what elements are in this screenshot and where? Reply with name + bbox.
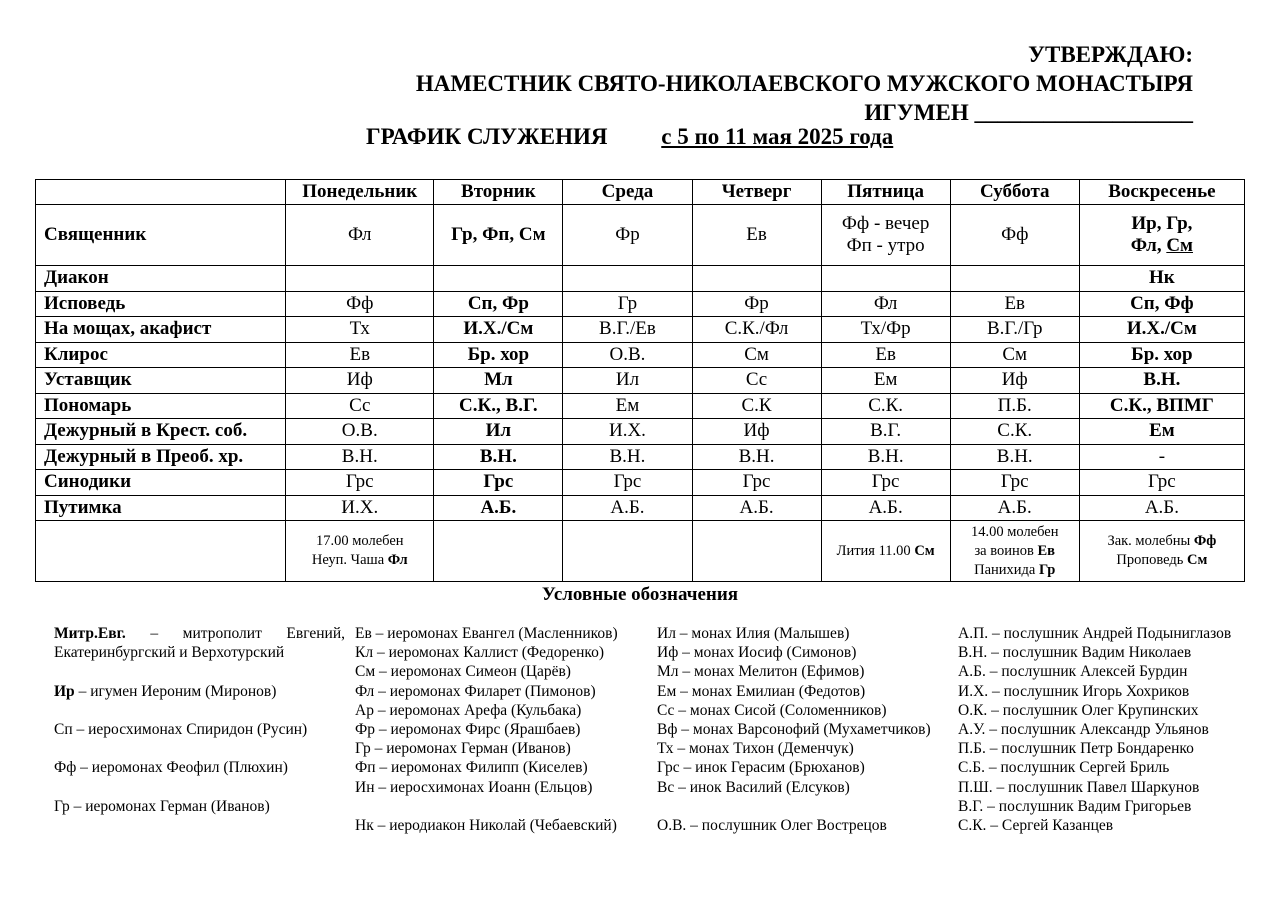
schedule-cell: Ил bbox=[563, 368, 692, 394]
notes-cell-thursday bbox=[692, 521, 821, 582]
schedule-cell: В.Н. bbox=[692, 444, 821, 470]
schedule-cell: И.Х. bbox=[563, 419, 692, 445]
note-line: 14.00 молебен bbox=[970, 523, 1059, 540]
table-row bbox=[36, 342, 1245, 368]
day-header: Пятница bbox=[821, 180, 950, 205]
legend-spacer bbox=[54, 701, 345, 720]
legend-spacer bbox=[54, 778, 345, 797]
header-corner-cell bbox=[36, 180, 286, 205]
legend-text: – игумен Иероним (Миронов) bbox=[74, 682, 277, 700]
legend-entry: О.К. – послушник Олег Крупинских bbox=[958, 701, 1199, 719]
legend-entry: Ем – монах Емилиан (Федотов) bbox=[657, 682, 866, 700]
legend-entry: Иф – монах Иосиф (Симонов) bbox=[657, 644, 857, 662]
note-line: 17.00 молебен bbox=[315, 533, 404, 549]
schedule-cell: Ем bbox=[563, 393, 692, 419]
legend-entry: Ев – иеромонах Евангел (Масленников) bbox=[355, 625, 618, 642]
schedule-cell: Нк bbox=[1079, 266, 1244, 292]
legend-entry: Мл – монах Мелитон (Ефимов) bbox=[657, 663, 865, 681]
schedule-period: с 5 по 11 мая 2025 года bbox=[661, 124, 894, 149]
schedule-cell: П.Б. bbox=[950, 393, 1079, 419]
schedule-cell bbox=[286, 266, 434, 292]
schedule-cell: Фф bbox=[286, 291, 434, 317]
legend-column-3 bbox=[657, 624, 931, 835]
schedule-cell: Сс bbox=[286, 393, 434, 419]
schedule-cell: О.В. bbox=[286, 419, 434, 445]
day-header: Суббота bbox=[950, 180, 1079, 205]
legend-entry: См – иеромонах Симеон (Царёв) bbox=[355, 663, 571, 681]
legend-column-1 bbox=[54, 624, 345, 816]
table-row bbox=[36, 368, 1245, 394]
notes-cell-sunday bbox=[1079, 521, 1244, 582]
legend-spacer bbox=[54, 662, 345, 681]
note-line bbox=[1080, 551, 1244, 570]
role-cell: Путимка bbox=[36, 495, 286, 521]
schedule-cell: Ев bbox=[950, 291, 1079, 317]
schedule-cell bbox=[821, 266, 950, 292]
table-row bbox=[36, 470, 1245, 496]
cell-line: Ир, Гр, bbox=[1131, 213, 1193, 234]
cell-line: Фп - утро bbox=[846, 235, 925, 256]
legend-title: Условные обозначения bbox=[541, 584, 739, 605]
schedule-cell: Мл bbox=[434, 368, 563, 394]
schedule-cell bbox=[692, 266, 821, 292]
legend-column-4 bbox=[958, 624, 1231, 835]
role-cell: Диакон bbox=[36, 266, 286, 292]
schedule-cell: См bbox=[692, 342, 821, 368]
schedule-cell: Тх bbox=[286, 317, 434, 343]
legend-entry: Фп – иеромонах Филипп (Киселев) bbox=[355, 759, 588, 777]
schedule-cell: Гр, Фп, См bbox=[434, 205, 563, 266]
cell-line bbox=[1080, 235, 1244, 257]
schedule-cell: И.Х./См bbox=[1079, 317, 1244, 343]
day-header: Понедельник bbox=[286, 180, 434, 205]
schedule-cell: Гр bbox=[563, 291, 692, 317]
schedule-cell: Иф bbox=[286, 368, 434, 394]
legend-entry bbox=[54, 624, 345, 643]
schedule-cell: Сп, Фр bbox=[434, 291, 563, 317]
schedule-cell: См bbox=[950, 342, 1079, 368]
role-cell: Уставщик bbox=[36, 368, 286, 394]
schedule-cell: В.Н. bbox=[286, 444, 434, 470]
schedule-cell: Ем bbox=[821, 368, 950, 394]
table-row bbox=[36, 205, 1245, 266]
schedule-cell: С.К./Фл bbox=[692, 317, 821, 343]
legend-abbr: Ир bbox=[54, 682, 75, 700]
schedule-cell: Ев bbox=[692, 205, 821, 266]
schedule-cell: Тх/Фр bbox=[821, 317, 950, 343]
schedule-cell bbox=[434, 266, 563, 292]
schedule-cell: В.Н. bbox=[563, 444, 692, 470]
table-row bbox=[36, 393, 1245, 419]
role-cell: Священник bbox=[36, 205, 286, 266]
approver-signature-line: ИГУМЕН ___________________ bbox=[864, 100, 1193, 125]
legend-entry: Гр – иеромонах Герман (Иванов) bbox=[355, 740, 571, 758]
schedule-cell bbox=[563, 266, 692, 292]
schedule-cell: Фр bbox=[563, 205, 692, 266]
day-header: Среда bbox=[563, 180, 692, 205]
legend-entry bbox=[657, 797, 931, 816]
service-schedule-table bbox=[35, 179, 1245, 582]
schedule-cell: А.Б. bbox=[1079, 495, 1244, 521]
legend-entry: Фр – иеромонах Фирс (Ярашбаев) bbox=[355, 720, 581, 738]
notes-role-cell bbox=[36, 521, 286, 582]
schedule-cell: А.Б. bbox=[950, 495, 1079, 521]
day-header: Вторник bbox=[434, 180, 563, 205]
schedule-title bbox=[366, 124, 893, 150]
schedule-cell: В.Н. bbox=[1079, 368, 1244, 394]
schedule-cell bbox=[950, 266, 1079, 292]
schedule-cell: С.К. bbox=[821, 393, 950, 419]
legend-entry: В.Г. – послушник Вадим Григорьев bbox=[958, 797, 1192, 815]
schedule-cell: В.Н. bbox=[821, 444, 950, 470]
table-row bbox=[36, 419, 1245, 445]
cell-line: Фф - вечер bbox=[841, 213, 930, 234]
legend-entry: Нк – иеродиакон Николай (Чебаевский) bbox=[355, 816, 617, 834]
schedule-cell: А.Б. bbox=[692, 495, 821, 521]
approve-heading: УТВЕРЖДАЮ: bbox=[1028, 42, 1193, 67]
note-text: Лития 11.00 bbox=[836, 542, 915, 559]
legend-entry: Грс – инок Герасим (Брюханов) bbox=[657, 759, 865, 777]
schedule-cell: Ев bbox=[821, 342, 950, 368]
schedule-cell: И.Х./См bbox=[434, 317, 563, 343]
schedule-cell: С.К., В.Г. bbox=[434, 393, 563, 419]
schedule-cell: Сс bbox=[692, 368, 821, 394]
notes-cell-monday bbox=[286, 521, 434, 582]
schedule-cell: Сп, Фф bbox=[1079, 291, 1244, 317]
schedule-cell bbox=[821, 205, 950, 266]
legend-entry: Вс – инок Василий (Елсуков) bbox=[657, 778, 850, 796]
schedule-cell: А.Б. bbox=[821, 495, 950, 521]
note-line bbox=[822, 542, 950, 561]
legend-entry: П.Б. – послушник Петр Бондаренко bbox=[958, 740, 1194, 758]
legend-entry: Ар – иеромонах Арефа (Кульбака) bbox=[355, 701, 582, 719]
schedule-cell: Фл bbox=[821, 291, 950, 317]
legend-entry: Кл – иеромонах Каллист (Федоренко) bbox=[355, 644, 605, 662]
schedule-cell: С.К bbox=[692, 393, 821, 419]
role-cell: Дежурный в Крест. соб. bbox=[36, 419, 286, 445]
schedule-cell: Грс bbox=[692, 470, 821, 496]
legend-entry: Сп – иеросхимонах Спиридон (Русин) bbox=[54, 720, 308, 738]
legend-entry: П.Ш. – послушник Павел Шаркунов bbox=[958, 778, 1200, 796]
schedule-cell: В.Н. bbox=[950, 444, 1079, 470]
schedule-cell: Грс bbox=[563, 470, 692, 496]
legend-entry: О.В. – послушник Олег Вострецов bbox=[657, 816, 887, 834]
schedule-cell: О.В. bbox=[563, 342, 692, 368]
schedule-cell: А.Б. bbox=[434, 495, 563, 521]
schedule-title-text: ГРАФИК СЛУЖЕНИЯ bbox=[366, 124, 608, 149]
legend-entry: Вф – монах Варсонофий (Мухаметчиков) bbox=[657, 720, 931, 738]
note-text: Панихида bbox=[974, 561, 1039, 578]
legend-entry: Фл – иеромонах Филарет (Пимонов) bbox=[355, 682, 596, 700]
notes-row bbox=[36, 521, 1245, 582]
table-row bbox=[36, 495, 1245, 521]
schedule-cell: Грс bbox=[1079, 470, 1244, 496]
schedule-cell: Грс bbox=[434, 470, 563, 496]
schedule-cell: Ил bbox=[434, 419, 563, 445]
schedule-cell: С.К., ВПМГ bbox=[1079, 393, 1244, 419]
note-text: Проповедь bbox=[1116, 552, 1188, 568]
note-code: Фл bbox=[387, 552, 408, 568]
schedule-cell bbox=[1079, 205, 1244, 266]
note-line bbox=[951, 561, 1079, 580]
schedule-cell: В.Г./Гр bbox=[950, 317, 1079, 343]
note-line bbox=[286, 551, 433, 570]
schedule-cell: - bbox=[1079, 444, 1244, 470]
role-cell: Клирос bbox=[36, 342, 286, 368]
day-header: Воскресенье bbox=[1079, 180, 1244, 205]
legend-entry: Сс – монах Сисой (Соломенников) bbox=[657, 701, 887, 719]
schedule-cell: Грс bbox=[821, 470, 950, 496]
role-cell: Исповедь bbox=[36, 291, 286, 317]
note-code: См bbox=[914, 542, 935, 559]
note-text: Неуп. Чаша bbox=[311, 552, 388, 568]
schedule-cell: С.К. bbox=[950, 419, 1079, 445]
schedule-cell: Грс bbox=[286, 470, 434, 496]
legend-text: – митрополит Евгений, bbox=[150, 625, 345, 642]
note-code: Фф bbox=[1193, 533, 1217, 549]
schedule-cell: И.Х. bbox=[286, 495, 434, 521]
approval-block bbox=[416, 40, 1193, 127]
schedule-cell: Иф bbox=[950, 368, 1079, 394]
legend-entry: А.У. – послушник Александр Ульянов bbox=[958, 720, 1209, 738]
schedule-cell: Ев bbox=[286, 342, 434, 368]
legend-entry: А.Б. – послушник Алексей Бурдин bbox=[958, 663, 1188, 681]
legend-entry: С.Б. – послушник Сергей Бриль bbox=[958, 759, 1170, 777]
approver-position: НАМЕСТНИК СВЯТО-НИКОЛАЕВСКОГО МУЖСКОГО МОНАСТЫРЯ bbox=[415, 71, 1193, 96]
schedule-cell: Бр. хор bbox=[434, 342, 563, 368]
schedule-cell: Бр. хор bbox=[1079, 342, 1244, 368]
legend-entry: А.П. – послушник Андрей Подыниглазов bbox=[958, 625, 1232, 642]
legend-entry: И.Х. – послушник Игорь Хохриков bbox=[958, 682, 1190, 700]
schedule-cell: В.Г./Ев bbox=[563, 317, 692, 343]
table-row bbox=[36, 444, 1245, 470]
legend-abbr: Митр.Евг. bbox=[54, 625, 126, 642]
role-cell: Пономарь bbox=[36, 393, 286, 419]
note-code: Ев bbox=[1037, 542, 1055, 559]
cell-text-underlined: См bbox=[1166, 235, 1193, 256]
legend-entry: Ил – монах Илия (Малышев) bbox=[657, 625, 850, 642]
schedule-cell: А.Б. bbox=[563, 495, 692, 521]
table-row bbox=[36, 266, 1245, 292]
legend-entry bbox=[54, 682, 345, 701]
role-cell: Дежурный в Преоб. хр. bbox=[36, 444, 286, 470]
schedule-cell: В.Н. bbox=[434, 444, 563, 470]
role-cell: На мощах, акафист bbox=[36, 317, 286, 343]
note-code: Гр bbox=[1038, 561, 1056, 578]
legend-entry: Тх – монах Тихон (Деменчук) bbox=[657, 740, 854, 758]
day-header: Четверг bbox=[692, 180, 821, 205]
legend-column-2 bbox=[355, 624, 618, 835]
legend-entry-cont: Екатеринбургский и Верхотурский bbox=[54, 644, 285, 662]
schedule-cell: Ем bbox=[1079, 419, 1244, 445]
table-header-row bbox=[36, 180, 1245, 205]
table-row bbox=[36, 317, 1245, 343]
schedule-cell: Фл bbox=[286, 205, 434, 266]
cell-text: Фл, bbox=[1130, 235, 1162, 256]
legend-entry: С.К. – Сергей Казанцев bbox=[958, 816, 1114, 834]
legend-entry: Фф – иеромонах Феофил (Плюхин) bbox=[54, 759, 288, 777]
note-text: Зак. молебны bbox=[1107, 533, 1194, 549]
note-line bbox=[1080, 532, 1244, 551]
note-code: См bbox=[1187, 552, 1208, 568]
role-cell: Синодики bbox=[36, 470, 286, 496]
legend-entry: В.Н. – послушник Вадим Николаев bbox=[958, 644, 1192, 662]
note-line bbox=[951, 542, 1079, 561]
table-row bbox=[36, 291, 1245, 317]
legend-entry: Ин – иеросхимонах Иоанн (Ельцов) bbox=[355, 778, 593, 796]
legend-entry bbox=[355, 797, 618, 816]
schedule-cell: Грс bbox=[950, 470, 1079, 496]
legend-spacer bbox=[54, 739, 345, 758]
legend-entry: Гр – иеромонах Герман (Иванов) bbox=[54, 797, 270, 815]
notes-cell-friday bbox=[821, 521, 950, 582]
schedule-cell: Фф bbox=[950, 205, 1079, 266]
schedule-cell: В.Г. bbox=[821, 419, 950, 445]
schedule-cell: Фр bbox=[692, 291, 821, 317]
schedule-cell: Иф bbox=[692, 419, 821, 445]
notes-cell-saturday bbox=[950, 521, 1079, 582]
notes-cell-tuesday bbox=[434, 521, 563, 582]
note-text: за воинов bbox=[974, 542, 1038, 559]
notes-cell-wednesday bbox=[563, 521, 692, 582]
